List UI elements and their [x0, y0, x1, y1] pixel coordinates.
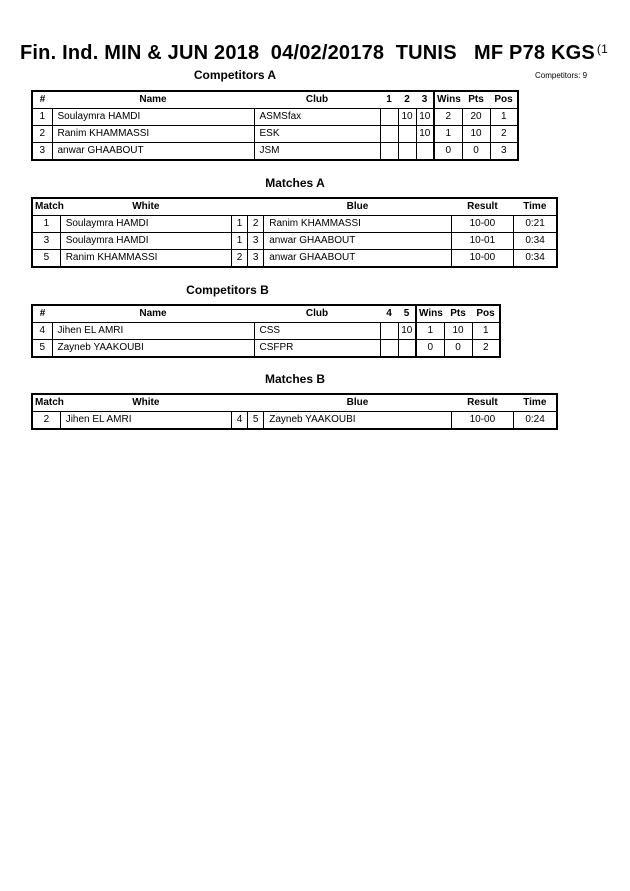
row-score-2: 10: [398, 109, 416, 126]
row-pos: 1: [472, 323, 500, 340]
row-white-num: 2: [232, 250, 248, 268]
row-white-num: 1: [232, 233, 248, 250]
row-white-num: 1: [232, 216, 248, 233]
row-score-4: [380, 340, 398, 358]
col-score-3: 3: [416, 91, 434, 109]
row-time: 0:34: [514, 250, 557, 268]
row-match: 3: [32, 233, 60, 250]
row-time: 0:24: [514, 412, 557, 430]
row-blue: anwar GHAABOUT: [264, 233, 451, 250]
row-name: Zayneb YAAKOUBI: [52, 340, 254, 358]
row-blue: anwar GHAABOUT: [264, 250, 451, 268]
row-result: 10-01: [451, 233, 513, 250]
row-pos: 3: [490, 143, 518, 161]
matches-a-table: [31, 197, 558, 268]
row-blue: Zayneb YAAKOUBI: [264, 412, 451, 430]
row-wins: 1: [416, 323, 444, 340]
competitors-b-header: [32, 305, 500, 323]
row-white: Soulaymra HAMDI: [60, 216, 231, 233]
row-num: 3: [32, 143, 52, 161]
row-name: Jihen EL AMRI: [52, 323, 254, 340]
col-club: Club: [254, 91, 380, 109]
row-white: Ranim KHAMMASSI: [60, 250, 231, 268]
row-match: 5: [32, 250, 60, 268]
row-name: anwar GHAABOUT: [52, 143, 254, 161]
row-score-1: [380, 109, 398, 126]
row-time: 0:21: [514, 216, 557, 233]
matches-a-header: [32, 198, 557, 216]
row-score-2: [398, 126, 416, 143]
row-pos: 2: [490, 126, 518, 143]
matches-b-table: [31, 393, 558, 430]
row-num: 4: [32, 323, 52, 340]
col-blue: Blue: [264, 394, 451, 412]
title-text: Fin. Ind. MIN & JUN 2018 04/02/20178 TUNIS MF P78 KGS: [20, 42, 595, 64]
col-num: #: [32, 305, 52, 323]
table-row: [32, 109, 518, 126]
competitors-a-caption: Competitors A: [193, 68, 277, 82]
row-pts: 0: [444, 340, 472, 358]
table-row: [32, 250, 557, 268]
row-wins: 1: [434, 126, 462, 143]
competitors-b-caption: Competitors B: [186, 283, 269, 297]
col-pts: Pts: [444, 305, 472, 323]
row-blue-num: 3: [248, 233, 264, 250]
row-white: Soulaymra HAMDI: [60, 233, 231, 250]
row-wins: 2: [434, 109, 462, 126]
row-blue-num: 3: [248, 250, 264, 268]
row-score-1: [380, 126, 398, 143]
row-pts: 0: [462, 143, 490, 161]
table-row: [32, 412, 557, 430]
row-blue-num: 5: [248, 412, 264, 430]
competitors-a-table: [31, 90, 519, 161]
matches-b-header: [32, 394, 557, 412]
competitors-b-table: [31, 304, 501, 358]
table-row: [32, 216, 557, 233]
col-time: Time: [514, 198, 557, 216]
row-club: ESK: [254, 126, 380, 143]
col-time: Time: [514, 394, 557, 412]
row-match: 1: [32, 216, 60, 233]
col-wins: Wins: [434, 91, 462, 109]
row-club: CSFPR: [254, 340, 380, 358]
matches-b-caption: Matches B: [264, 372, 326, 386]
row-result: 10-00: [451, 250, 513, 268]
col-name: Name: [52, 91, 254, 109]
col-name: Name: [52, 305, 254, 323]
col-white: White: [60, 394, 231, 412]
row-score-5: 10: [398, 323, 416, 340]
table-row: [32, 323, 500, 340]
col-numbers: [232, 198, 264, 216]
row-club: JSM: [254, 143, 380, 161]
row-pos: 2: [472, 340, 500, 358]
col-score-5: 5: [398, 305, 416, 323]
col-result: Result: [451, 198, 513, 216]
row-wins: 0: [434, 143, 462, 161]
table-row: [32, 233, 557, 250]
col-numbers: [232, 394, 264, 412]
row-pts: 10: [444, 323, 472, 340]
col-result: Result: [451, 394, 513, 412]
row-white: Jihen EL AMRI: [60, 412, 231, 430]
col-white: White: [60, 198, 231, 216]
row-result: 10-00: [451, 216, 513, 233]
row-match: 2: [32, 412, 60, 430]
row-pts: 10: [462, 126, 490, 143]
row-result: 10-00: [451, 412, 513, 430]
row-num: 1: [32, 109, 52, 126]
row-score-1: [380, 143, 398, 161]
row-score-3: 10: [416, 109, 434, 126]
page-title: [20, 42, 608, 65]
row-num: 5: [32, 340, 52, 358]
col-match: Match: [32, 394, 60, 412]
col-num: #: [32, 91, 52, 109]
col-pos: Pos: [472, 305, 500, 323]
col-club: Club: [254, 305, 380, 323]
row-time: 0:34: [514, 233, 557, 250]
row-score-4: [380, 323, 398, 340]
col-blue: Blue: [264, 198, 451, 216]
row-num: 2: [32, 126, 52, 143]
row-pts: 20: [462, 109, 490, 126]
row-score-3: [416, 143, 434, 161]
table-row: [32, 126, 518, 143]
row-blue-num: 2: [248, 216, 264, 233]
table-row: [32, 143, 518, 161]
row-club: CSS: [254, 323, 380, 340]
col-pts: Pts: [462, 91, 490, 109]
col-score-1: 1: [380, 91, 398, 109]
competitors-a-header: [32, 91, 518, 109]
row-score-3: 10: [416, 126, 434, 143]
col-pos: Pos: [490, 91, 518, 109]
col-match: Match: [32, 198, 60, 216]
row-white-num: 4: [232, 412, 248, 430]
col-score-4: 4: [380, 305, 398, 323]
competitors-count: Competitors: 9: [535, 71, 588, 80]
row-name: Soulaymra HAMDI: [52, 109, 254, 126]
row-pos: 1: [490, 109, 518, 126]
row-wins: 0: [416, 340, 444, 358]
row-name: Ranim KHAMMASSI: [52, 126, 254, 143]
col-wins: Wins: [416, 305, 444, 323]
row-blue: Ranim KHAMMASSI: [264, 216, 451, 233]
matches-a-caption: Matches A: [265, 176, 325, 190]
row-score-5: [398, 340, 416, 358]
title-suffix: (1: [596, 42, 608, 56]
table-row: [32, 340, 500, 358]
col-score-2: 2: [398, 91, 416, 109]
row-score-2: [398, 143, 416, 161]
row-club: ASMSfax: [254, 109, 380, 126]
